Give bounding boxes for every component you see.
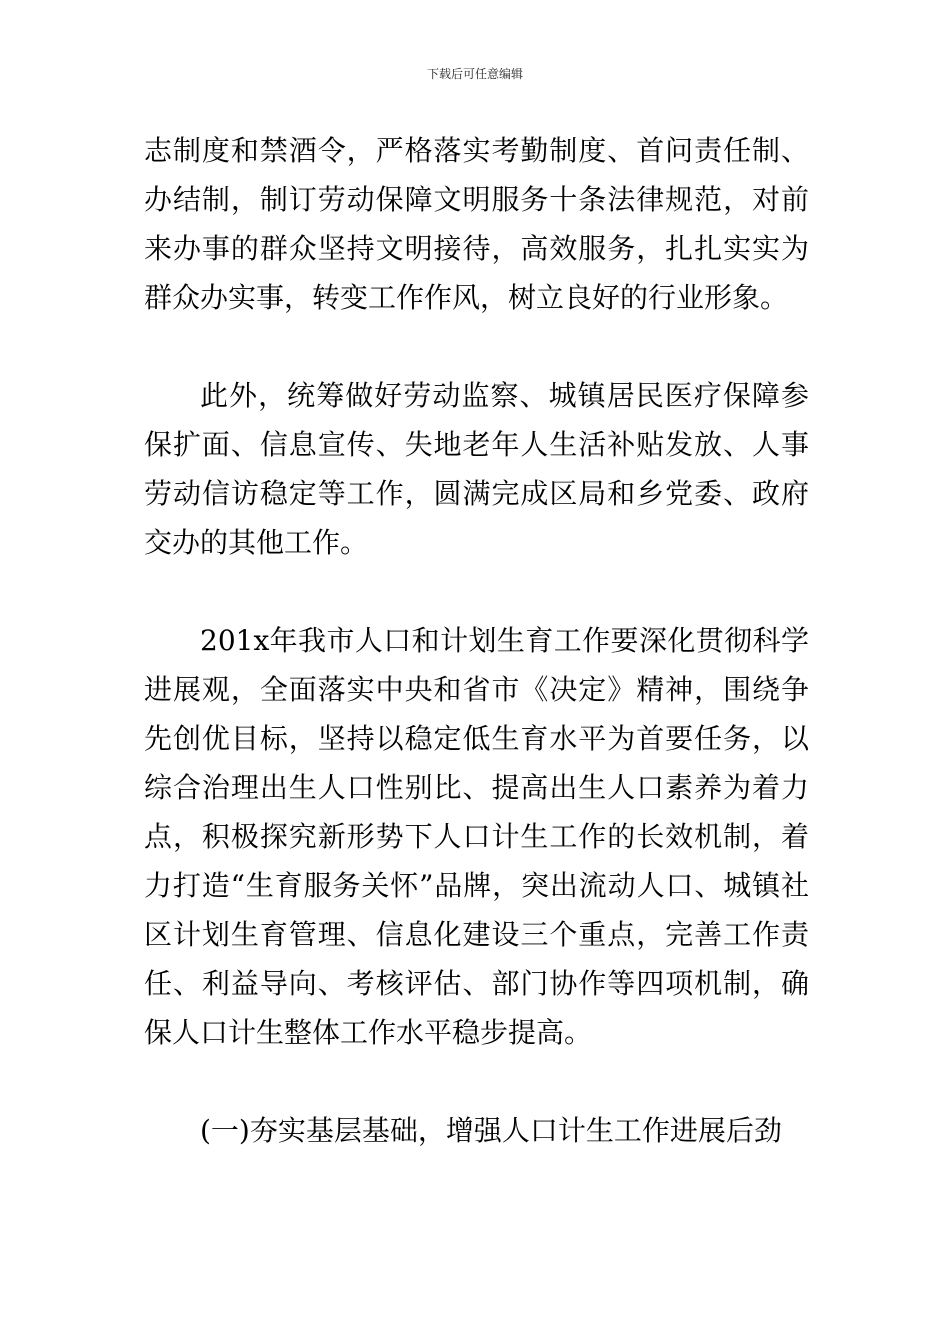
paragraph-gap: [144, 1057, 809, 1106]
page-header-note: 下载后可任意编辑: [426, 67, 523, 81]
document-body: [144, 126, 809, 1155]
paragraph-continuation: 志制度和禁酒令，严格落实考勤制度、首问责任制、办结制，制订劳动保障文明服务十条法律规范，对前来办事的群众坚持文明接待，高效服务，扎扎实实为群众办实事，转变工作作风，树立良好的行业形象。: [144, 134, 809, 314]
section-heading: (一)夯实基层基础，增强人口计生工作进展后劲: [200, 1114, 782, 1147]
paragraph-gap: [144, 567, 809, 616]
paragraph-gap: [144, 322, 809, 371]
paragraph-population-plan: 201x年我市人口和计划生育工作要深化贯彻科学进展观，全面落实中央和省市《决定》精神，围绕争先创优目标，坚持以稳定低生育水平为首要任务，以综合治理出生人口性别比、提高出生人口素养为着力点，积极探究新形势下人口计生工作的长效机制，着力打造“生育服务关怀”品牌，突出流动人口、城镇社区计划生育管理、信息化建设三个重点，完善工作责任、利益导向、考核评估、部门协作等四项机制，确保人口计生整体工作水平稳步提高。: [144, 624, 809, 1049]
paragraph-other-work: 此外，统筹做好劳动监察、城镇居民医疗保障参保扩面、信息宣传、失地老年人生活补贴发放、人事劳动信访稳定等工作，圆满完成区局和乡党委、政府交办的其他工作。: [144, 379, 809, 559]
